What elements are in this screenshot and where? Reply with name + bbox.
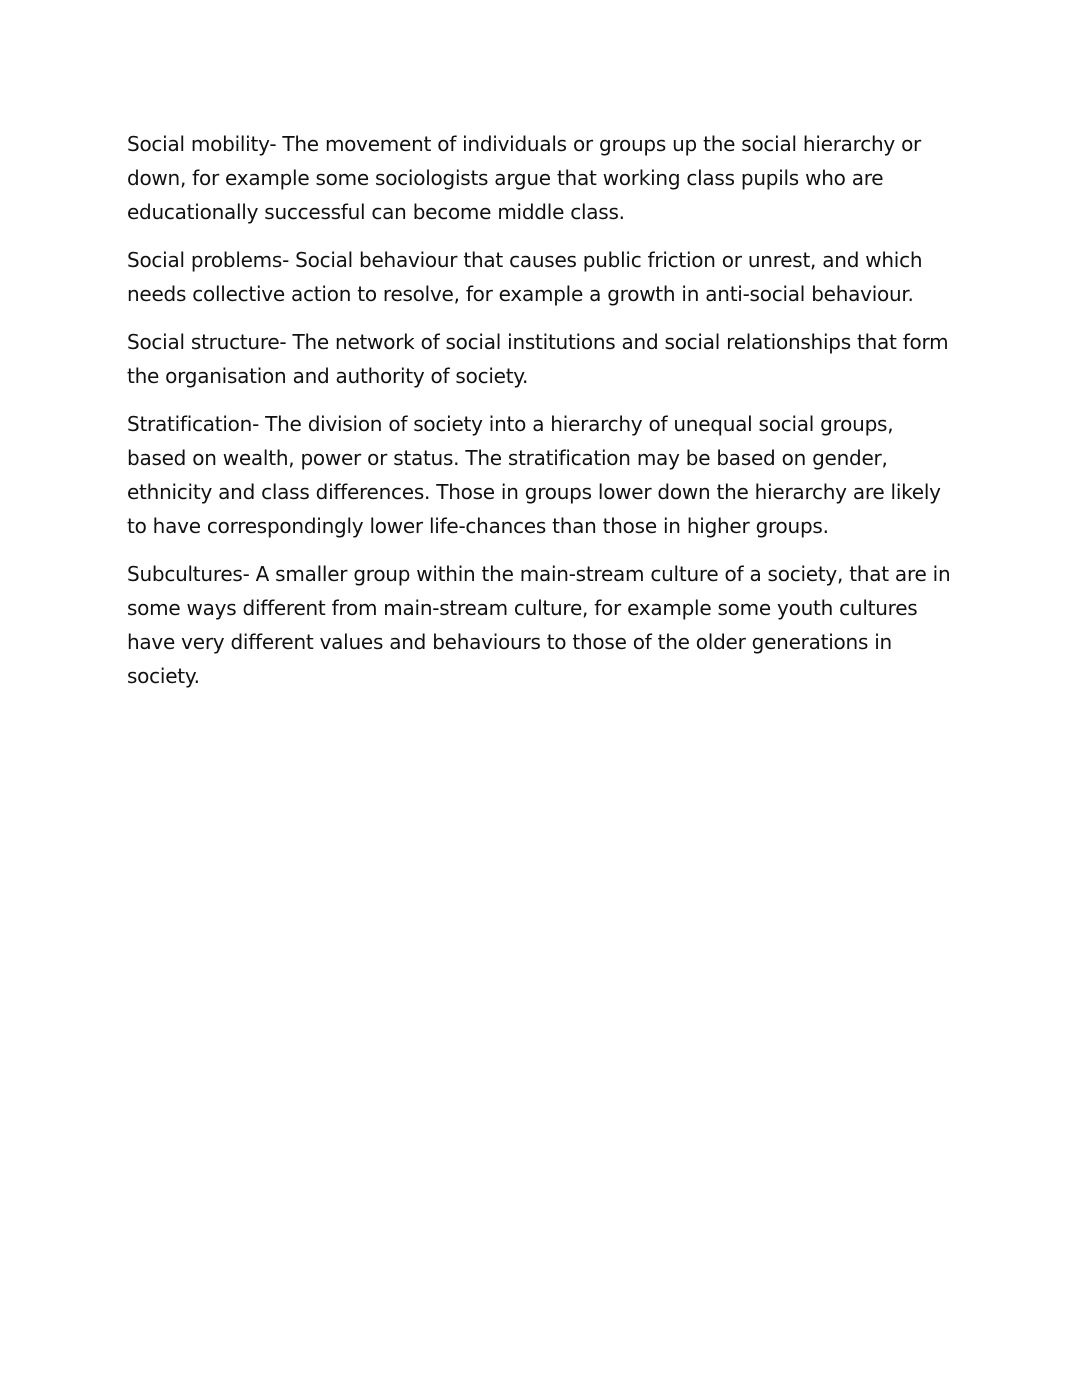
definition-social-structure: Social structure- The network of social institutions and social relationships that form the organisation and authority of society. [127, 330, 949, 388]
definition-social-mobility: Social mobility- The movement of individuals or groups up the social hierarchy or down, for example some sociologists argue that working class pupils who are educationally successful can become middle class. [127, 132, 922, 224]
definitions-list [127, 127, 957, 707]
definition-subcultures: Subcultures- A smaller group within the main-stream culture of a society, that are in some ways different from main-stream culture, for example some youth cultures have very different values and behaviours to those of the older generations in society. [127, 562, 951, 688]
definition-social-problems: Social problems- Social behaviour that causes public friction or unrest, and which needs collective action to resolve, for example a growth in anti-social behaviour. [127, 248, 923, 306]
definition-stratification: Stratification- The division of society into a hierarchy of unequal social groups, based on wealth, power or status. The stratification may be based on gender, ethnicity and class differences. Those in groups lower down the hierarchy are likely to have correspondingly lower life-chances than those in higher groups. [127, 412, 941, 538]
